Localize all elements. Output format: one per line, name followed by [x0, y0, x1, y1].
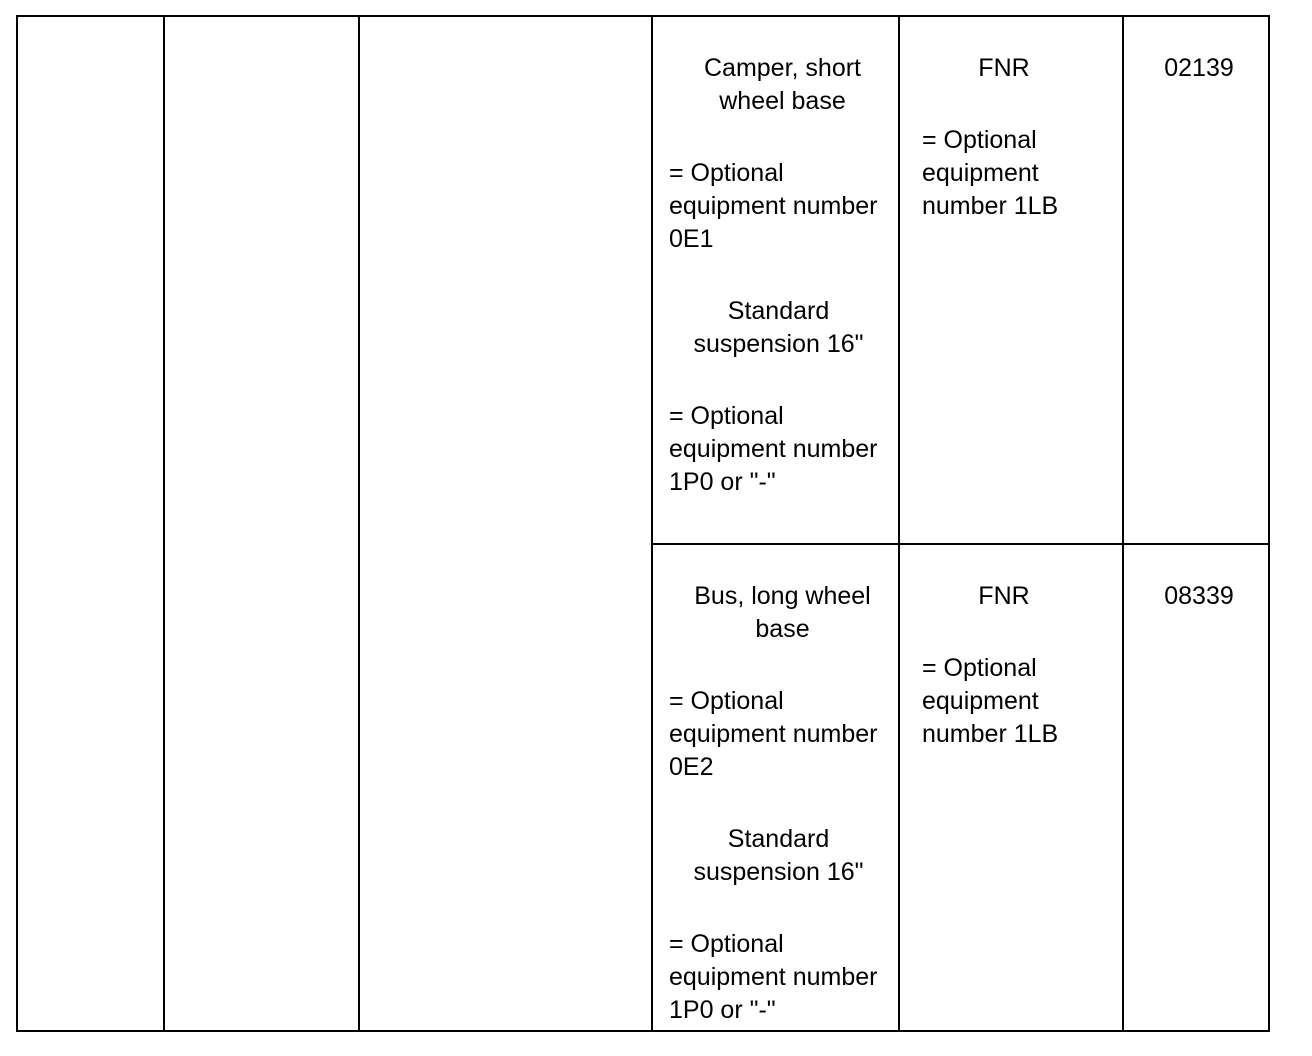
empty-column-3 — [359, 16, 652, 1031]
suspension-title: Standard suspension 16" — [693, 825, 864, 886]
suspension-option: = Optional equipment number 1P0 or "-" — [669, 402, 878, 496]
vehicle-title: Bus, long wheel base — [694, 582, 871, 643]
table-row — [17, 16, 1269, 544]
vehicle-cell — [652, 544, 899, 1031]
suspension-option: = Optional equipment number 1P0 or "-" — [669, 930, 878, 1024]
part-number: 08339 — [1164, 582, 1234, 610]
code-title: FNR — [978, 582, 1030, 610]
vehicle-option: = Optional equipment number 0E1 — [669, 159, 878, 253]
part-number: 02139 — [1164, 54, 1234, 82]
suspension-title: Standard suspension 16" — [693, 297, 864, 358]
code-title: FNR — [978, 54, 1030, 82]
code-cell — [899, 16, 1123, 544]
empty-column-1 — [17, 16, 164, 1031]
vehicle-option: = Optional equipment number 0E2 — [669, 687, 878, 781]
empty-column-2 — [164, 16, 359, 1031]
vehicle-cell — [652, 16, 899, 544]
part-number-cell — [1123, 544, 1269, 1031]
vehicle-title: Camper, short wheel base — [703, 54, 861, 115]
code-cell — [899, 544, 1123, 1031]
part-number-cell — [1123, 16, 1269, 544]
equipment-table — [16, 15, 1270, 1032]
code-option: = Optional equipment number 1LB — [922, 126, 1059, 220]
code-option: = Optional equipment number 1LB — [922, 654, 1059, 748]
